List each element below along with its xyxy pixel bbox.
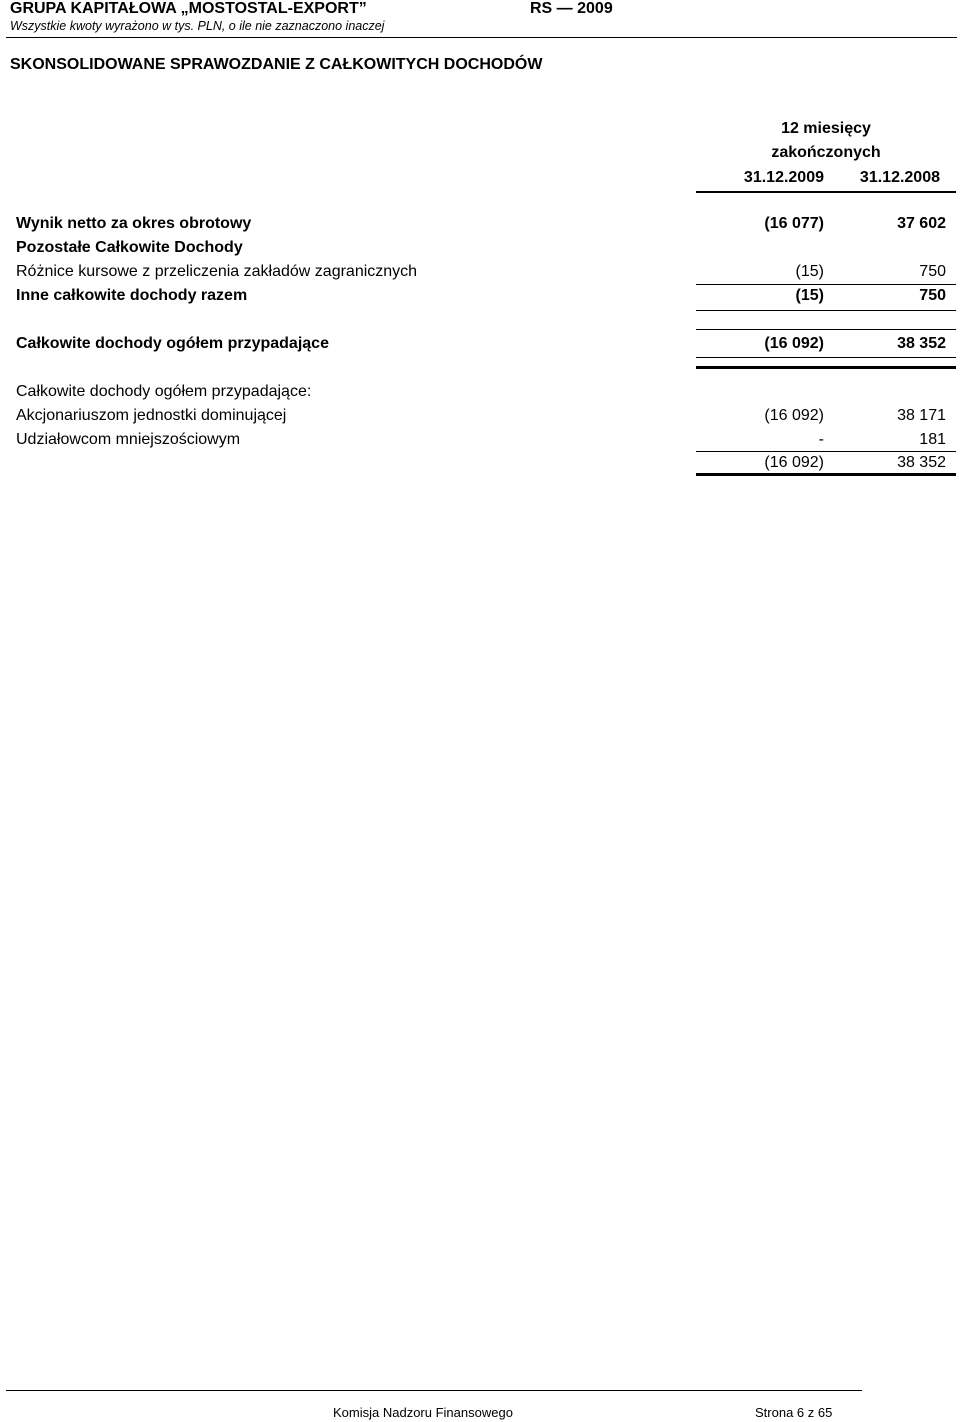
row-value-2008: 750 xyxy=(919,287,946,304)
total-rule-bottom xyxy=(696,357,956,358)
total-double-rule xyxy=(696,473,956,476)
currency-note: Wszystkie kwoty wyrażono w tys. PLN, o ile nie zaznaczono inaczej xyxy=(10,19,385,33)
table-row-fx-differences xyxy=(0,263,960,285)
row-value-2008: 181 xyxy=(919,431,946,448)
column-header-2009: 31.12.2009 xyxy=(743,169,824,186)
table-row-other-comprehensive-income xyxy=(0,239,960,261)
subtotal-rule xyxy=(696,284,956,285)
row-value-2009: (16 092) xyxy=(764,407,824,424)
row-value-2009: (16 077) xyxy=(764,215,824,232)
row-value-2008: 750 xyxy=(919,263,946,280)
row-value-2008: 38 352 xyxy=(897,335,946,352)
total-double-rule xyxy=(696,366,956,369)
row-label: Pozostałe Całkowite Dochody xyxy=(16,239,243,256)
row-label: Całkowite dochody ogółem przypadające: xyxy=(16,383,312,400)
table-row-total-comprehensive-income xyxy=(0,335,960,357)
row-value-2009: (16 092) xyxy=(764,454,824,471)
page-title: SKONSOLIDOWANE SPRAWOZDANIE Z CAŁKOWITYCH DOCHODÓW xyxy=(10,56,543,73)
row-value-2009: (15) xyxy=(795,263,824,280)
table-row-other-income-total xyxy=(0,287,960,309)
row-value-2008: 38 171 xyxy=(897,407,946,424)
footer-issuer: Komisja Nadzoru Finansowego xyxy=(333,1405,513,1420)
column-header-underline xyxy=(696,191,956,193)
subtotal-rule xyxy=(696,451,956,452)
row-value-2008: 38 352 xyxy=(897,454,946,471)
report-label: RS — 2009 xyxy=(530,0,613,17)
row-label: Wynik netto za okres obrotowy xyxy=(16,215,252,232)
header-divider xyxy=(6,37,957,38)
period-heading-line2: zakończonych xyxy=(771,144,881,161)
total-rule-top xyxy=(696,329,956,330)
table-row-attributable-heading xyxy=(0,383,960,405)
row-value-2008: 37 602 xyxy=(897,215,946,232)
company-name: GRUPA KAPITAŁOWA „MOSTOSTAL-EXPORT” xyxy=(10,0,367,17)
row-label: Różnice kursowe z przeliczenia zakładów zagranicznych xyxy=(16,263,418,280)
column-header-2008: 31.12.2008 xyxy=(859,169,940,186)
row-label: Całkowite dochody ogółem przypadające xyxy=(16,335,329,352)
row-label: Inne całkowite dochody razem xyxy=(16,287,248,304)
row-label: Akcjonariuszom jednostki dominującej xyxy=(16,407,287,424)
table-row-net-result xyxy=(0,215,960,237)
page-number: Strona 6 z 65 xyxy=(755,1405,833,1420)
table-row-minority-interests xyxy=(0,431,960,453)
footer-divider xyxy=(6,1390,862,1391)
row-label: Udziałowcom mniejszościowym xyxy=(16,431,241,448)
period-heading-line1: 12 miesięcy xyxy=(781,120,871,137)
row-value-2009: (15) xyxy=(795,287,824,304)
table-row-parent-shareholders xyxy=(0,407,960,429)
row-value-2009: - xyxy=(818,431,824,448)
subtotal-rule xyxy=(696,310,956,311)
row-value-2009: (16 092) xyxy=(764,335,824,352)
